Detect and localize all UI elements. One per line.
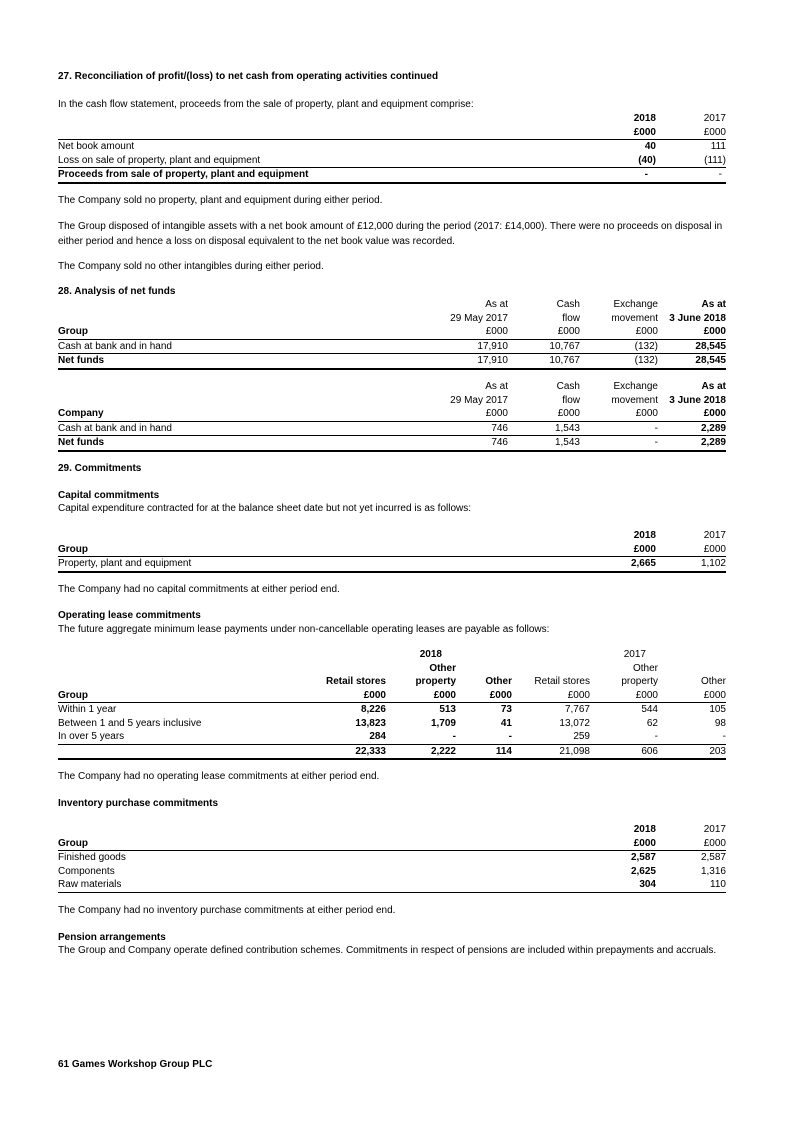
net-funds-group-table: As at Cash Exchange As at 29 May 2017 flow movement 3 June 2018 Group £000 £000 £000 £000 Cash at bank and in hand 17,910 10,767 (132) 28,545 Net funds 17,910 10,767 (132) 28,545 [58, 298, 726, 370]
pension-text: The Group and Company operate defined contribution schemes. Commitments in respect of pensions are included within prepayments and accruals. [58, 945, 717, 956]
table-row: In over 5 years 284 - - 259 - - [58, 731, 726, 742]
table-row: Cash at bank and in hand 746 1,543 - 2,289 [58, 422, 726, 434]
paragraph: The Company had no operating lease commitments at either period end. [58, 771, 380, 782]
page-footer: 61 Games Workshop Group PLC [58, 1059, 213, 1070]
table-row: Proceeds from sale of property, plant and equipment - - [58, 168, 726, 183]
table-row: Net funds 17,910 10,767 (132) 28,545 [58, 354, 726, 369]
paragraph: The Company sold no other intangibles during either period. [58, 261, 324, 272]
table-row: Property, plant and equipment 2,665 1,102 [58, 557, 726, 572]
operating-lease-table: 2018 2017 Other Other Retail stores property Other Retail stores property Other Group £000 £000 £000 £000 £000 £000 Within 1 year 8,226 513 73 7,767 544 105 Between 1 and 5 years inclusive 13,823 1,709 41 13,072 62 98 In over 5 years 284 - - 259 - - 22,333 2,222 114 21,098 606 203 [58, 648, 726, 760]
net-funds-company-table: As at Cash Exchange As at 29 May 2017 flow movement 3 June 2018 Company £000 £000 £000 £000 Cash at bank and in hand 746 1,543 - 2,289 Net funds 746 1,543 - 2,289 [58, 380, 726, 452]
paragraph: The Company had no inventory purchase commitments at either period end. [58, 905, 396, 916]
table-row: Raw materials 304 110 [58, 879, 726, 890]
operating-lease-intro: The future aggregate minimum lease payments under non-cancellable operating leases are payable as follows: [58, 624, 550, 635]
capital-commitments-table: 2018 2017 Group £000 £000 Property, plant and equipment 2,665 1,102 [58, 529, 726, 573]
paragraph: The Company had no capital commitments at either period end. [58, 584, 340, 595]
table-row: Finished goods 2,587 2,587 [58, 852, 726, 863]
table-row: Net book amount 40 111 [58, 141, 726, 152]
table-row: Net funds 746 1,543 - 2,289 [58, 436, 726, 451]
table-row: Components 2,625 1,316 [58, 865, 726, 877]
inventory-commitments-title: Inventory purchase commitments [58, 798, 219, 809]
proceeds-table [58, 112, 726, 184]
col-2017: 2017 [703, 113, 726, 124]
unit-2018: £000 [633, 126, 656, 138]
capital-commitments-intro: Capital expenditure contracted for at the balance sheet date but not yet incurred is as follows: [58, 503, 472, 514]
table-row: Within 1 year 8,226 513 73 7,767 544 105 [58, 704, 726, 715]
section-28-heading: 28. Analysis of net funds [58, 286, 176, 297]
table-row: Loss on sale of property, plant and equipment (40) (111) [58, 154, 726, 166]
table-row: Cash at bank and in hand 17,910 10,767 (132) 28,545 [58, 340, 726, 352]
capital-commitments-title: Capital commitments [58, 490, 160, 501]
unit-2017: £000 [703, 126, 726, 138]
paragraph: The Group disposed of intangible assets with a net book amount of £12,000 during the period (2017: £14,000). There were no proceeds on disposal in either period and hence a loss on disposal equivalent to the net book value was recorded. [58, 221, 723, 247]
paragraph: The Company sold no property, plant and equipment during either period. [58, 195, 383, 206]
table-row: Between 1 and 5 years inclusive 13,823 1,709 41 13,072 62 98 [58, 717, 726, 729]
section-29-heading: 29. Commitments [58, 463, 142, 474]
inventory-commitments-table: 2018 2017 Group £000 £000 Finished goods 2,587 2,587 Components 2,625 1,316 Raw materials 304 110 [58, 824, 726, 890]
pension-title: Pension arrangements [58, 932, 166, 943]
section-27-intro: In the cash flow statement, proceeds from the sale of property, plant and equipment comprise: [58, 99, 474, 110]
section-27-heading: 27. Reconciliation of profit/(loss) to net cash from operating activities continued [58, 71, 439, 82]
col-2018: 2018 [633, 113, 656, 124]
operating-lease-title: Operating lease commitments [58, 610, 201, 621]
table-row-total: 22,333 2,222 114 21,098 606 203 [58, 744, 726, 759]
